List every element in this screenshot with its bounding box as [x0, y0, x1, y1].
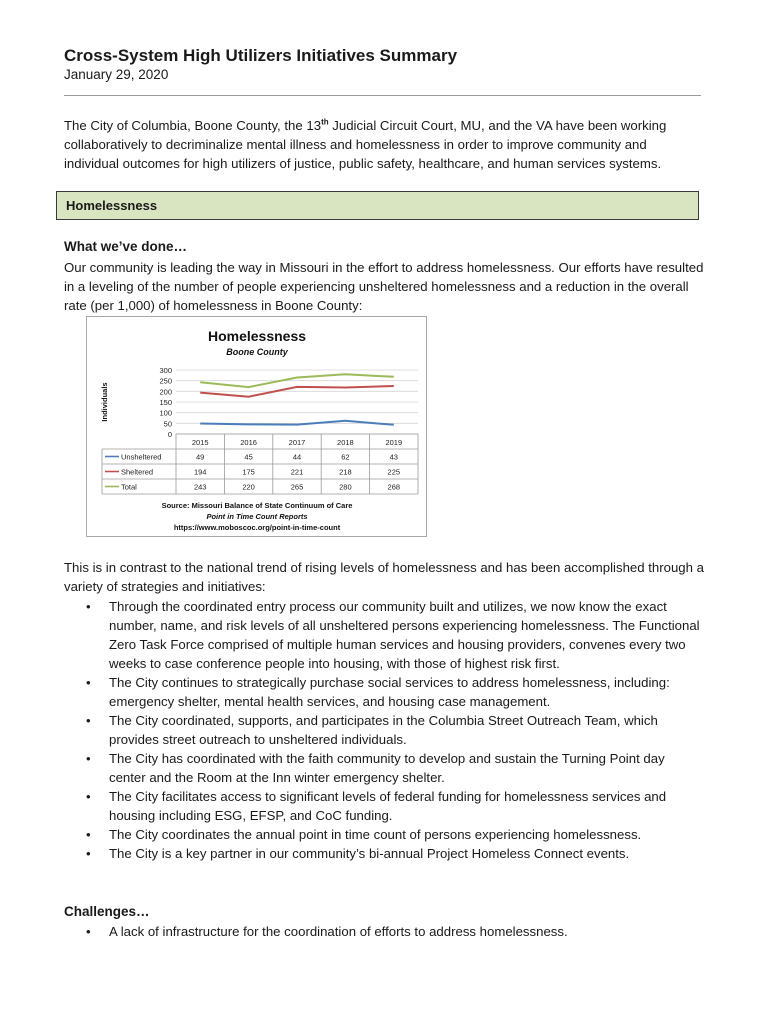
strategies-list	[64, 597, 704, 863]
list-item-text: The City coordinates the annual point in time count of persons experiencing homelessness.	[109, 827, 642, 842]
bullet-icon: •	[86, 789, 91, 804]
list-item	[64, 673, 704, 711]
data-label: 243	[193, 482, 207, 492]
what-weve-done-paragraph: Our community is leading the way in Missouri in the effort to address homelessness. Our efforts have resulted in a leveling of the number of people experiencing unsheltered homelessness and a reduction in the overall rate (per 1,000) of homelessness in Boone County:	[64, 260, 704, 313]
y-tick-label: 200	[159, 387, 172, 397]
list-item	[64, 787, 704, 825]
data-label: 44	[292, 452, 302, 462]
y-tick-label: 100	[159, 408, 172, 418]
list-item-text: Through the coordinated entry process our community built and utilizes, we now know the exact number, name, and risk levels of all unsheltered persons experiencing homelessness. The Functional Zero Task Force comprised of multiple human services and housing providers, convenes every two weeks to case conference people into housing, with those of highest risk first.	[109, 599, 700, 671]
section-header-homelessness: Homelessness	[56, 191, 699, 220]
data-label: 218	[339, 467, 352, 477]
data-label: 265	[290, 482, 304, 492]
data-label: 43	[389, 452, 398, 462]
chart-subtitle: Boone County	[226, 347, 288, 357]
data-label: 45	[244, 452, 253, 462]
data-label: 62	[341, 452, 350, 462]
y-tick-label: 300	[159, 366, 172, 375]
list-item	[64, 597, 704, 673]
document-title: Cross-System High Utilizers Initiatives Summary	[64, 46, 458, 65]
chart-source-line: Point in Time Count Reports	[206, 512, 308, 521]
challenges-list	[64, 922, 704, 941]
legend-label: Unsheltered	[121, 452, 162, 462]
bullet-icon: •	[86, 827, 91, 842]
bullet-icon: •	[86, 675, 91, 690]
list-item	[64, 844, 704, 863]
data-label: 225	[387, 467, 401, 477]
y-tick-label: 150	[159, 398, 172, 407]
y-tick-label: 250	[159, 376, 172, 386]
y-tick-label: 0	[167, 430, 172, 439]
list-item-text: The City continues to strategically purchase social services to address homelessness, including: emergency shelter, mental health services, and housing case management.	[109, 675, 670, 709]
chart-source-line: Source: Missouri Balance of State Continuum of Care	[161, 501, 353, 510]
list-item	[64, 825, 704, 844]
list-item	[64, 711, 704, 749]
data-label: 268	[387, 482, 401, 492]
homelessness-chart	[86, 316, 427, 537]
chart-source-url: https://www.moboscoc.org/point-in-time-count	[173, 523, 341, 532]
challenges-heading: Challenges…	[64, 904, 150, 919]
list-item-text: The City facilitates access to significant levels of federal funding for homelessness services and housing including ESG, EFSP, and CoC funding.	[109, 789, 667, 823]
list-item-text: The City is a key partner in our community’s bi-annual Project Homeless Connect events.	[109, 846, 630, 861]
series-line-unsheltered	[200, 421, 394, 425]
y-tick-label: 50	[163, 419, 172, 429]
bullet-icon: •	[86, 846, 91, 861]
bullet-icon: •	[86, 599, 91, 614]
data-label: 280	[339, 482, 352, 492]
contrast-paragraph: This is in contrast to the national trend of rising levels of homelessness and has been accomplished through a variety of strategies and initiatives:	[64, 560, 704, 594]
document-date: January 29, 2020	[64, 67, 169, 82]
list-item-text: A lack of infrastructure for the coordination of efforts to address homelessness.	[109, 924, 568, 939]
what-weve-done-heading: What we’ve done…	[64, 239, 188, 254]
intro-text-end: Judicial Circuit Court, MU, and the VA have been working collaboratively to decriminalize mental illness and homelessness in order to improve community and individual outcomes for high utilizers of justice, public safety, healthcare, and human services systems.	[64, 118, 667, 171]
x-tick-label: 2015	[191, 438, 209, 447]
intro-superscript: th	[321, 117, 329, 127]
bullet-icon: •	[86, 924, 91, 939]
x-tick-label: 2017	[288, 438, 306, 447]
bullet-icon: •	[86, 713, 91, 728]
intro-text-start: The City of Columbia, Boone County, the 13	[64, 118, 322, 133]
list-item	[64, 922, 704, 941]
list-item-text: The City coordinated, supports, and participates in the Columbia Street Outreach Team, which provides street outreach to unsheltered individuals.	[109, 713, 658, 747]
data-label: 221	[290, 467, 304, 477]
y-axis-label: Individuals	[100, 382, 109, 422]
chart-svg	[87, 317, 428, 538]
data-label: 220	[242, 482, 255, 492]
data-label: 175	[242, 467, 255, 477]
chart-title: Homelessness	[207, 328, 307, 344]
data-label: 194	[193, 467, 207, 477]
bullet-icon: •	[86, 751, 91, 766]
list-item	[64, 749, 704, 787]
legend-label: Total	[121, 482, 137, 492]
data-label: 49	[196, 452, 205, 462]
intro-paragraph	[64, 116, 704, 173]
x-tick-label: 2016	[240, 438, 257, 447]
header-divider	[64, 95, 701, 96]
list-item-text: The City has coordinated with the faith community to develop and sustain the Turning Point day center and the Room at the Inn winter emergency shelter.	[109, 751, 665, 785]
legend-label: Sheltered	[121, 467, 154, 477]
x-tick-label: 2019	[385, 438, 403, 447]
x-tick-label: 2018	[337, 438, 354, 447]
